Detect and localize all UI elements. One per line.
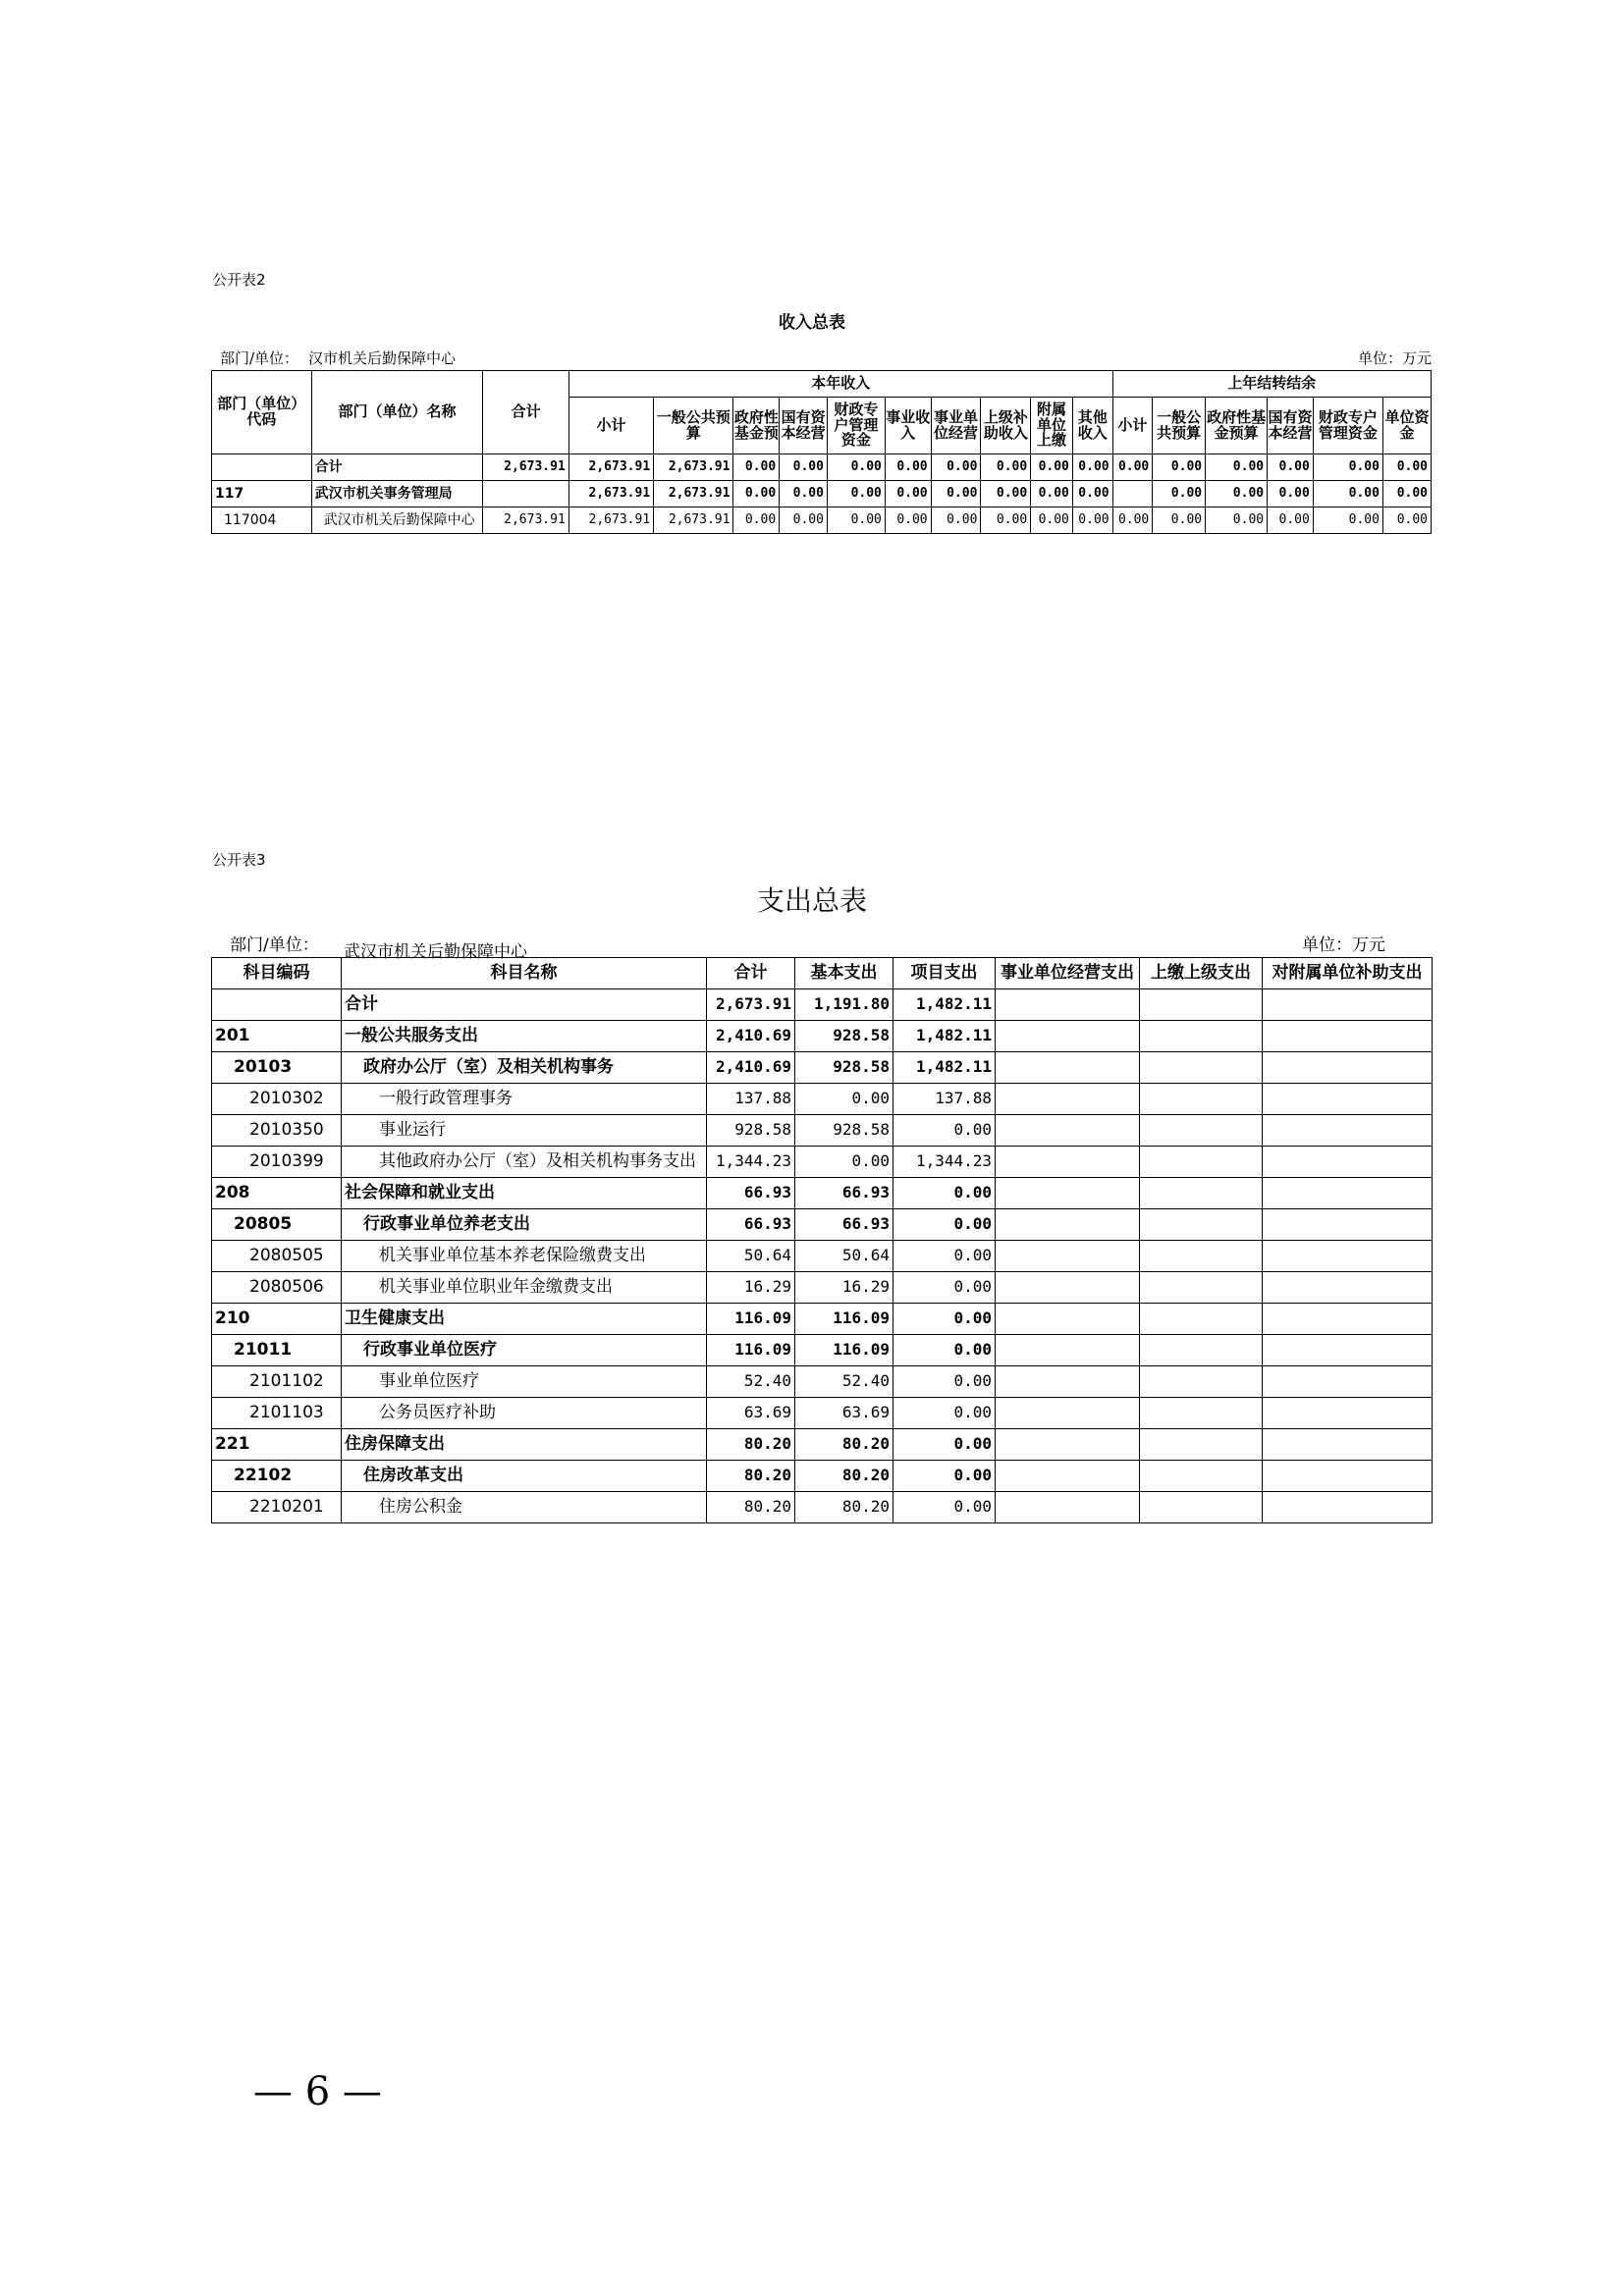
expense-row-empty-cell	[1263, 1209, 1433, 1241]
expense-header-col: 合计	[707, 958, 795, 989]
expense-row-name: 政府办公厅（室）及相关机构事务	[342, 1052, 707, 1084]
expense-row-empty-cell	[1263, 1366, 1433, 1398]
expense-row-project: 0.00	[893, 1209, 996, 1241]
income-dept-label: 部门/单位：	[220, 349, 299, 367]
income-row-carry-value: 0.00	[1206, 507, 1268, 534]
expense-row-total: 2,410.69	[707, 1021, 795, 1052]
income-header-carry-col: 政府性基金预算	[1206, 398, 1268, 454]
expense-row-total: 116.09	[707, 1304, 795, 1335]
expense-table-row	[212, 1178, 1433, 1209]
expense-row-code: 2080506	[212, 1272, 342, 1304]
expense-unit: 单位：万元	[1302, 935, 1385, 955]
expense-header-col: 科目名称	[342, 958, 707, 989]
expense-table-row	[212, 1084, 1433, 1115]
income-row-current-value: 0.00	[885, 481, 931, 507]
expense-table-row	[212, 1492, 1433, 1523]
expense-row-empty-cell	[996, 1209, 1140, 1241]
income-row-carry-value: 0.00	[1268, 507, 1314, 534]
expense-row-code: 2210201	[212, 1492, 342, 1523]
expense-row-basic: 66.93	[795, 1178, 893, 1209]
income-table-row	[212, 481, 1432, 507]
expense-row-total: 116.09	[707, 1335, 795, 1366]
expense-row-name: 其他政府办公厅（室）及相关机构事务支出	[342, 1147, 707, 1178]
expense-row-name: 合计	[342, 989, 707, 1021]
income-row-current-value: 0.00	[780, 454, 828, 481]
income-row-current-value: 0.00	[827, 507, 885, 534]
income-row-carry-value: 0.00	[1382, 454, 1431, 481]
expense-row-project: 0.00	[893, 1241, 996, 1272]
expense-row-project: 0.00	[893, 1335, 996, 1366]
income-row-current-value: 0.00	[1072, 507, 1112, 534]
expense-row-empty-cell	[996, 989, 1140, 1021]
income-row-current-value: 0.00	[981, 454, 1031, 481]
income-header-current-col: 政府性基金预	[733, 398, 780, 454]
expense-row-project: 1,482.11	[893, 1021, 996, 1052]
expense-row-project: 0.00	[893, 1461, 996, 1492]
expense-row-project: 1,344.23	[893, 1147, 996, 1178]
expense-row-code: 2101103	[212, 1398, 342, 1429]
income-row-current-value: 0.00	[931, 481, 981, 507]
expense-table-row	[212, 1115, 1433, 1147]
income-header-carryover: 上年结转结余	[1112, 371, 1431, 398]
expense-row-basic: 66.93	[795, 1209, 893, 1241]
expense-row-total: 2,410.69	[707, 1052, 795, 1084]
expense-row-name: 社会保障和就业支出	[342, 1178, 707, 1209]
expense-row-total: 80.20	[707, 1492, 795, 1523]
expense-row-basic: 928.58	[795, 1115, 893, 1147]
expense-row-project: 0.00	[893, 1304, 996, 1335]
expense-row-name: 一般公共服务支出	[342, 1021, 707, 1052]
expense-header-col: 对附属单位补助支出	[1263, 958, 1433, 989]
income-row-current-value: 0.00	[931, 454, 981, 481]
expense-row-empty-cell	[1140, 1366, 1263, 1398]
expense-row-name: 行政事业单位养老支出	[342, 1209, 707, 1241]
expense-row-empty-cell	[1140, 1335, 1263, 1366]
expense-table-row	[212, 1147, 1433, 1178]
expense-row-total: 66.93	[707, 1209, 795, 1241]
expense-row-empty-cell	[1263, 1147, 1433, 1178]
income-row-carry-value	[1112, 481, 1153, 507]
expense-row-basic: 1,191.80	[795, 989, 893, 1021]
income-row-carry-value: 0.00	[1153, 507, 1206, 534]
expense-row-project: 0.00	[893, 1492, 996, 1523]
income-table-number: 公开表2	[212, 271, 266, 289]
expense-row-project: 0.00	[893, 1398, 996, 1429]
income-row-total: 2,673.91	[483, 454, 568, 481]
income-row-current-value: 2,673.91	[654, 481, 733, 507]
expense-row-total: 137.88	[707, 1084, 795, 1115]
income-row-current-value: 0.00	[1072, 454, 1112, 481]
expense-summary-table	[211, 957, 1433, 1523]
expense-row-empty-cell	[1140, 1398, 1263, 1429]
income-row-current-value: 0.00	[827, 481, 885, 507]
expense-row-empty-cell	[996, 1366, 1140, 1398]
income-header-carry-col: 财政专户管理资金	[1313, 398, 1382, 454]
income-row-current-value: 0.00	[1072, 481, 1112, 507]
expense-row-empty-cell	[996, 1335, 1140, 1366]
expense-row-code: 2080505	[212, 1241, 342, 1272]
income-row-current-value: 2,673.91	[654, 507, 733, 534]
expense-row-empty-cell	[996, 1398, 1140, 1429]
income-row-current-value: 0.00	[1031, 481, 1073, 507]
income-row-current-value: 2,673.91	[568, 507, 653, 534]
income-row-current-value: 0.00	[780, 481, 828, 507]
expense-row-project: 137.88	[893, 1084, 996, 1115]
expense-row-basic: 928.58	[795, 1052, 893, 1084]
expense-table-row	[212, 1272, 1433, 1304]
expense-row-total: 63.69	[707, 1398, 795, 1429]
income-row-carry-value: 0.00	[1313, 481, 1382, 507]
expense-row-name: 机关事业单位基本养老保险缴费支出	[342, 1241, 707, 1272]
expense-row-basic: 80.20	[795, 1429, 893, 1461]
income-row-current-value: 0.00	[827, 454, 885, 481]
expense-row-code: 208	[212, 1178, 342, 1209]
income-row-current-value: 0.00	[733, 481, 780, 507]
expense-row-empty-cell	[996, 1492, 1140, 1523]
income-row-current-value: 0.00	[733, 507, 780, 534]
expense-table-row	[212, 989, 1433, 1021]
expense-table-row	[212, 1304, 1433, 1335]
expense-row-code: 20805	[212, 1209, 342, 1241]
expense-row-project: 0.00	[893, 1429, 996, 1461]
expense-row-empty-cell	[1263, 989, 1433, 1021]
expense-row-empty-cell	[1140, 989, 1263, 1021]
expense-row-name: 事业单位医疗	[342, 1366, 707, 1398]
income-row-code	[212, 454, 312, 481]
page-number: — 6 —	[253, 2069, 382, 2114]
expense-row-name: 公务员医疗补助	[342, 1398, 707, 1429]
income-row-carry-value: 0.00	[1382, 507, 1431, 534]
income-header-current-col: 事业收入	[885, 398, 931, 454]
income-row-carry-value: 0.00	[1153, 481, 1206, 507]
expense-row-total: 50.64	[707, 1241, 795, 1272]
expense-table-row	[212, 1429, 1433, 1461]
expense-table-row	[212, 1052, 1433, 1084]
expense-row-empty-cell	[996, 1052, 1140, 1084]
expense-row-basic: 80.20	[795, 1492, 893, 1523]
income-header-current-year: 本年收入	[568, 371, 1112, 398]
income-table-title: 收入总表	[779, 313, 845, 333]
expense-row-empty-cell	[1263, 1429, 1433, 1461]
expense-row-empty-cell	[1140, 1147, 1263, 1178]
expense-row-empty-cell	[1263, 1272, 1433, 1304]
expense-row-empty-cell	[1263, 1178, 1433, 1209]
expense-row-basic: 116.09	[795, 1335, 893, 1366]
income-row-current-value: 0.00	[1031, 507, 1073, 534]
expense-row-project: 0.00	[893, 1178, 996, 1209]
income-row-carry-value: 0.00	[1313, 454, 1382, 481]
expense-row-name: 住房改革支出	[342, 1461, 707, 1492]
income-row-name: 武汉市机关事务管理局	[311, 481, 483, 507]
income-row-current-value: 0.00	[1031, 454, 1073, 481]
income-row-carry-value: 0.00	[1112, 454, 1153, 481]
expense-table-title: 支出总表	[756, 884, 867, 917]
expense-table-row	[212, 1209, 1433, 1241]
expense-row-empty-cell	[996, 1084, 1140, 1115]
expense-row-code: 2010399	[212, 1147, 342, 1178]
income-header-current-col: 国有资本经营	[780, 398, 828, 454]
expense-row-basic: 0.00	[795, 1147, 893, 1178]
income-row-name: 武汉市机关后勤保障中心	[311, 507, 483, 534]
expense-header-col: 科目编码	[212, 958, 342, 989]
income-row-current-value: 0.00	[733, 454, 780, 481]
expense-row-total: 66.93	[707, 1178, 795, 1209]
expense-table-row	[212, 1461, 1433, 1492]
expense-row-total: 80.20	[707, 1461, 795, 1492]
expense-row-code: 2010350	[212, 1115, 342, 1147]
income-table-row	[212, 454, 1432, 481]
income-header-name: 部门（单位）名称	[311, 371, 483, 454]
expense-row-empty-cell	[996, 1241, 1140, 1272]
income-header-current-col: 小计	[568, 398, 653, 454]
income-row-current-value: 0.00	[931, 507, 981, 534]
expense-row-empty-cell	[996, 1178, 1140, 1209]
expense-row-basic: 63.69	[795, 1398, 893, 1429]
income-row-carry-value: 0.00	[1206, 481, 1268, 507]
income-header-current-col: 其他收入	[1072, 398, 1112, 454]
expense-row-empty-cell	[1263, 1021, 1433, 1052]
expense-row-empty-cell	[1263, 1461, 1433, 1492]
expense-row-empty-cell	[996, 1021, 1140, 1052]
expense-row-project: 0.00	[893, 1272, 996, 1304]
expense-row-empty-cell	[1140, 1241, 1263, 1272]
income-row-current-value: 2,673.91	[568, 481, 653, 507]
expense-row-total: 80.20	[707, 1429, 795, 1461]
expense-row-empty-cell	[1263, 1052, 1433, 1084]
expense-row-empty-cell	[1140, 1115, 1263, 1147]
expense-header-row	[212, 958, 1433, 989]
income-row-current-value: 0.00	[981, 481, 1031, 507]
expense-row-empty-cell	[1140, 1021, 1263, 1052]
expense-row-empty-cell	[1263, 1115, 1433, 1147]
income-row-carry-value: 0.00	[1313, 507, 1382, 534]
expense-row-code: 21011	[212, 1335, 342, 1366]
expense-row-basic: 50.64	[795, 1241, 893, 1272]
expense-table-row	[212, 1398, 1433, 1429]
income-row-current-value: 0.00	[885, 454, 931, 481]
expense-row-empty-cell	[996, 1115, 1140, 1147]
expense-row-code: 221	[212, 1429, 342, 1461]
expense-row-total: 16.29	[707, 1272, 795, 1304]
income-row-total	[483, 481, 568, 507]
income-row-carry-value: 0.00	[1153, 454, 1206, 481]
income-header-carry-col: 国有资本经营	[1268, 398, 1314, 454]
income-header-current-col: 一般公共预算	[654, 398, 733, 454]
expense-row-code	[212, 989, 342, 1021]
income-header-row-1	[212, 371, 1432, 398]
expense-row-code: 2101102	[212, 1366, 342, 1398]
expense-row-empty-cell	[1263, 1304, 1433, 1335]
expense-row-empty-cell	[1263, 1398, 1433, 1429]
expense-row-empty-cell	[996, 1272, 1140, 1304]
expense-row-name: 事业运行	[342, 1115, 707, 1147]
expense-row-empty-cell	[1263, 1241, 1433, 1272]
expense-table-number: 公开表3	[212, 851, 266, 869]
expense-row-project: 1,482.11	[893, 1052, 996, 1084]
expense-row-empty-cell	[996, 1429, 1140, 1461]
income-row-carry-value: 0.00	[1268, 481, 1314, 507]
income-header-carry-col: 小计	[1112, 398, 1153, 454]
income-header-code: 部门（单位）代码	[212, 371, 312, 454]
expense-row-name: 住房保障支出	[342, 1429, 707, 1461]
expense-row-total: 1,344.23	[707, 1147, 795, 1178]
expense-row-name: 机关事业单位职业年金缴费支出	[342, 1272, 707, 1304]
expense-header-col: 事业单位经营支出	[996, 958, 1140, 989]
expense-row-empty-cell	[1140, 1461, 1263, 1492]
expense-row-code: 20103	[212, 1052, 342, 1084]
expense-row-empty-cell	[1140, 1492, 1263, 1523]
expense-row-code: 22102	[212, 1461, 342, 1492]
expense-row-total: 928.58	[707, 1115, 795, 1147]
expense-row-empty-cell	[996, 1461, 1140, 1492]
income-header-current-col: 上级补助收入	[981, 398, 1031, 454]
income-row-carry-value: 0.00	[1382, 481, 1431, 507]
expense-row-empty-cell	[1140, 1272, 1263, 1304]
income-header-carry-col: 一般公共预算	[1153, 398, 1206, 454]
expense-row-total: 2,673.91	[707, 989, 795, 1021]
expense-table-row	[212, 1335, 1433, 1366]
expense-row-basic: 52.40	[795, 1366, 893, 1398]
expense-table-row	[212, 1241, 1433, 1272]
expense-row-name: 一般行政管理事务	[342, 1084, 707, 1115]
expense-table-row	[212, 1021, 1433, 1052]
income-row-carry-value: 0.00	[1268, 454, 1314, 481]
income-row-current-value: 2,673.91	[654, 454, 733, 481]
expense-dept-label: 部门/单位：	[230, 935, 319, 955]
expense-row-empty-cell	[1263, 1492, 1433, 1523]
expense-row-empty-cell	[1140, 1209, 1263, 1241]
expense-row-name: 行政事业单位医疗	[342, 1335, 707, 1366]
income-unit: 单位：万元	[1357, 349, 1432, 367]
income-row-current-value: 0.00	[780, 507, 828, 534]
income-row-current-value: 0.00	[981, 507, 1031, 534]
expense-row-basic: 0.00	[795, 1084, 893, 1115]
expense-row-name: 住房公积金	[342, 1492, 707, 1523]
expense-header-col: 项目支出	[893, 958, 996, 989]
income-row-total: 2,673.91	[483, 507, 568, 534]
income-dept-value: 汉市机关后勤保障中心	[308, 349, 457, 367]
income-header-current-col: 财政专户管理资金	[827, 398, 885, 454]
income-header-total: 合计	[483, 371, 568, 454]
expense-row-empty-cell	[1140, 1429, 1263, 1461]
expense-row-empty-cell	[996, 1147, 1140, 1178]
expense-row-total: 52.40	[707, 1366, 795, 1398]
expense-row-empty-cell	[1140, 1304, 1263, 1335]
expense-row-empty-cell	[1140, 1052, 1263, 1084]
income-row-carry-value: 0.00	[1112, 507, 1153, 534]
expense-row-empty-cell	[996, 1304, 1140, 1335]
expense-dept-value: 武汉市机关后勤保障中心	[344, 942, 527, 962]
income-row-current-value: 2,673.91	[568, 454, 653, 481]
expense-row-basic: 16.29	[795, 1272, 893, 1304]
expense-row-project: 0.00	[893, 1366, 996, 1398]
expense-row-code: 210	[212, 1304, 342, 1335]
expense-row-empty-cell	[1140, 1178, 1263, 1209]
income-header-current-col: 事业单位经营	[931, 398, 981, 454]
expense-row-basic: 116.09	[795, 1304, 893, 1335]
income-row-code: 117004	[212, 507, 312, 534]
expense-row-code: 2010302	[212, 1084, 342, 1115]
expense-row-project: 0.00	[893, 1115, 996, 1147]
expense-row-project: 1,482.11	[893, 989, 996, 1021]
income-row-name: 合计	[311, 454, 483, 481]
income-header-carry-col: 单位资金	[1382, 398, 1431, 454]
expense-row-empty-cell	[1140, 1084, 1263, 1115]
income-summary-table	[211, 370, 1432, 534]
expense-row-name: 卫生健康支出	[342, 1304, 707, 1335]
income-table-row	[212, 507, 1432, 534]
expense-header-col: 上缴上级支出	[1140, 958, 1263, 989]
income-header-current-col: 附属单位上缴	[1031, 398, 1073, 454]
income-row-current-value: 0.00	[885, 507, 931, 534]
expense-row-code: 201	[212, 1021, 342, 1052]
expense-table-row	[212, 1366, 1433, 1398]
expense-header-col: 基本支出	[795, 958, 893, 989]
expense-row-empty-cell	[1263, 1335, 1433, 1366]
expense-row-basic: 80.20	[795, 1461, 893, 1492]
income-row-code: 117	[212, 481, 312, 507]
expense-row-basic: 928.58	[795, 1021, 893, 1052]
income-row-carry-value: 0.00	[1206, 454, 1268, 481]
expense-row-empty-cell	[1263, 1084, 1433, 1115]
